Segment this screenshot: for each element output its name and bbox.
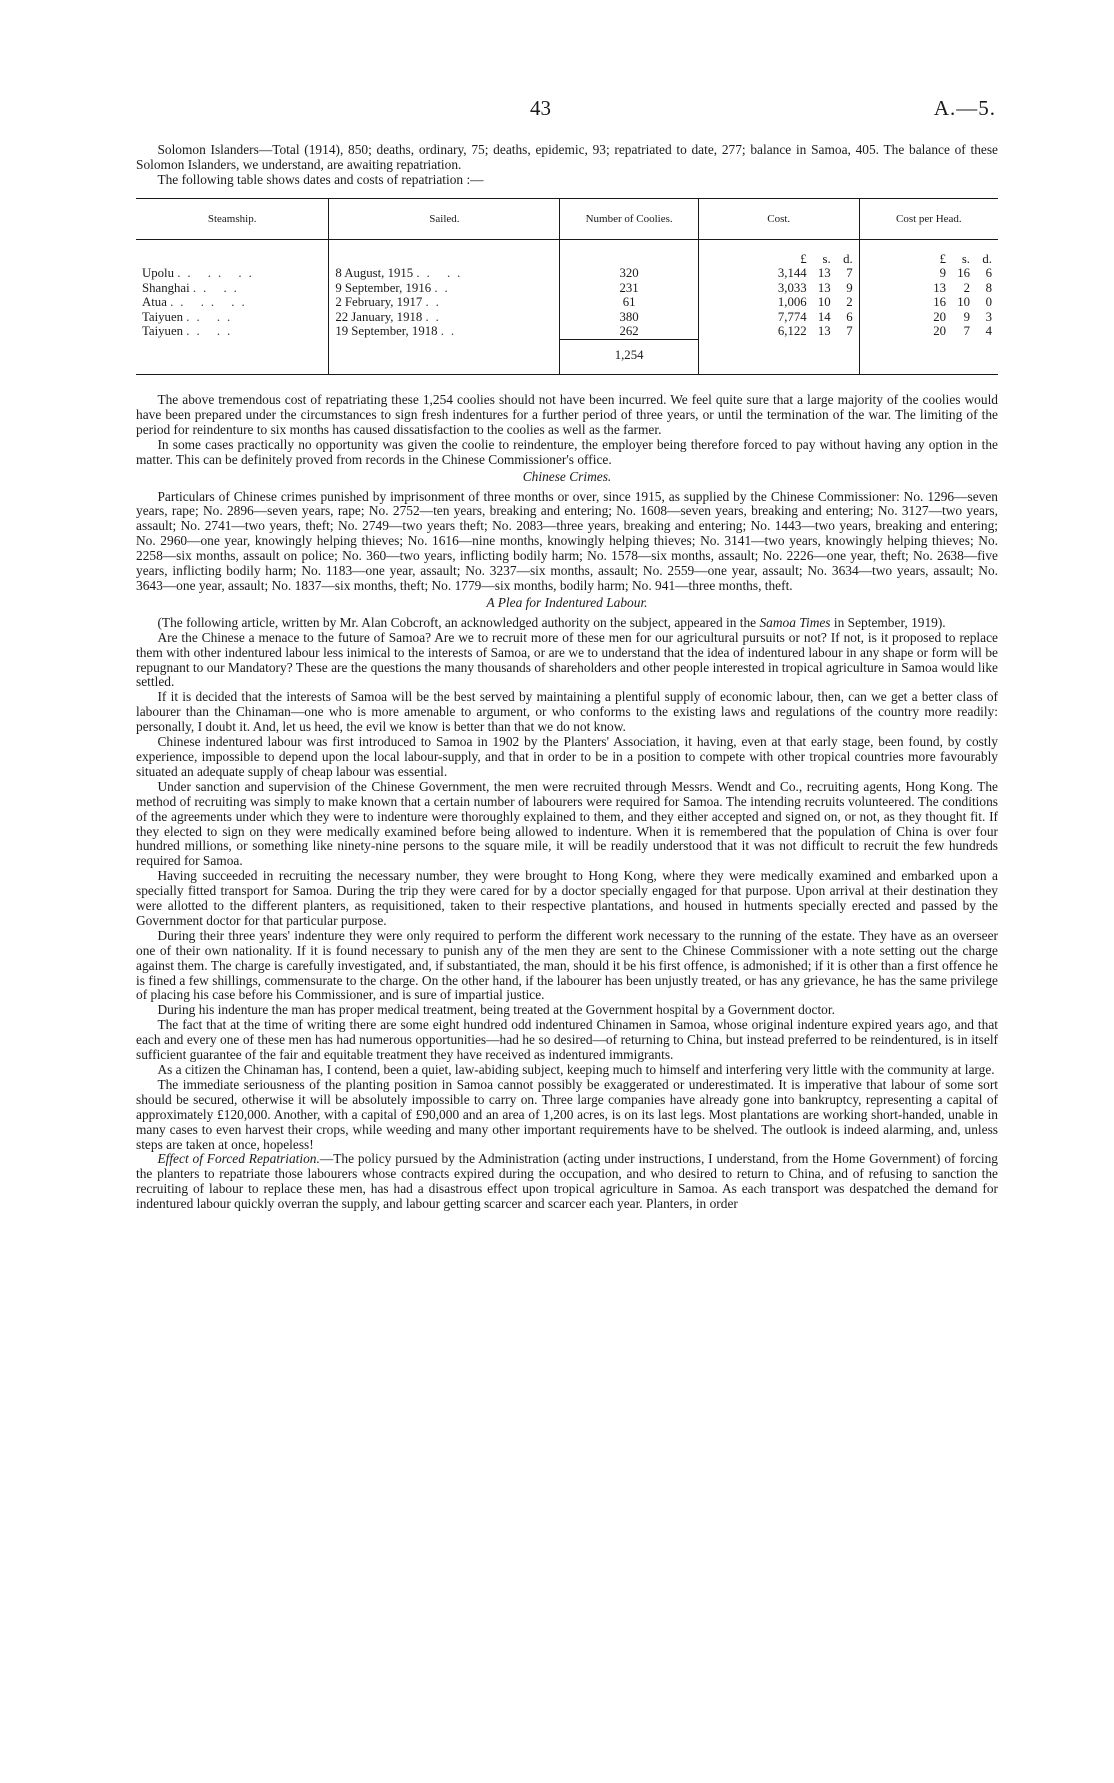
coolies-count: 380 <box>560 310 698 325</box>
cost-value: 7,774 14 6 <box>698 310 859 325</box>
table-row: Shanghai .. .. 9 September, 1916 .. 231 3,033 13 9 13 2 8 <box>136 281 998 296</box>
cost-value: 6,122 13 7 <box>698 324 859 339</box>
article-paragraph: Are the Chinese a menace to the future of Samoa? Are we to recruit more of these men for our agricultural pursuits or not? If not, is it proposed to replace them with other indentured labour less inimical to the interests of Samoa, or are we to understand that the idea of indentured labour in any shape or form will be repugnant to our Mandatory? These are the questions the many thousands of shareholders and other people interested in tropical agriculture in Samoa would like settled. <box>136 629 998 690</box>
total-coolies: 1,254 <box>560 339 698 375</box>
repatriation-table <box>136 198 998 375</box>
newspaper-title: Samoa Times <box>759 614 831 630</box>
steamship-name: Atua <box>142 295 167 310</box>
article-paragraph: Under sanction and supervision of the Chinese Government, the men were recruited through Messrs. Wendt and Co., recruiting agents, Hong Kong. The method of recruiting was simply to make known that a certain number of labourers were required for Samoa. The intending recruits volunteered. The conditions of the agreements under which they were to indenture were thoroughly explained to them, and they either accepted and signed on, or not, as they thought fit. If they elected to sign on they were medically examined before being allowed to indenture. When it is remembered that the population of China is over four hundred millions, or something like ninety-nine persons to the square mile, it will be readily understood that it was not difficult to recruit the few hundreds required for Samoa. <box>136 778 998 869</box>
cost-commentary-paragraph: The above tremendous cost of repatriating these 1,254 coolies should not have been incurred. We feel quite sure that a large majority of the coolies would have been prepared under the circumstances to sign fresh indentures for a further period of three years, or until the termination of the war. The limiting of the period for reindenture to six months has caused dissatisfaction to the coolies as well as the farmer. <box>136 392 998 437</box>
per-head-value: 16 10 0 <box>859 295 998 310</box>
header-steamship: Steamship. <box>136 198 329 239</box>
article-paragraph: Having succeeded in recruiting the necessary number, they were brought to Hong Kong, where they were medically examined and embarked upon a specially fitted transport for Samoa. During the trip they were cared for by a doctor specially engaged for that purpose. Upon arrival at their destination they were allotted to the different planters, as requisitioned, taken to their respective plantations, and housed in hutments specially erected and passed by the Government doctor for that particular purpose. <box>136 868 998 928</box>
article-paragraph: The fact that at the time of writing there are some eight hundred odd indentured Chinamen in Samoa, whose original indenture expired years ago, and that each and every one of these men has had numerous opportunities—had he so desired—of returning to China, but instead preferred to be reindentured, is in itself sufficient guarantee of the fair and equitable treatment they have received as indentured immigrants. <box>136 1017 998 1063</box>
forced-repatriation-lead: Effect of Forced Repatriation. <box>157 1151 320 1167</box>
table-row: Taiyuen .. .. 19 September, 1918 .. 262 6,122 13 7 20 7 4 <box>136 324 998 339</box>
page-header <box>0 96 1114 126</box>
chinese-crimes-heading: Chinese Crimes. <box>522 468 612 484</box>
sailed-date: 22 January, 1918 <box>335 309 423 324</box>
sailed-date: 9 September, 1916 <box>335 280 432 295</box>
table-row: Atua .. .. .. 2 February, 1917 .. 61 1,006 10 2 16 10 0 <box>136 295 998 310</box>
steamship-name: Upolu <box>142 266 174 281</box>
per-head-value: 20 7 4 <box>859 324 998 339</box>
coolies-count: 231 <box>560 281 698 296</box>
coolies-count: 262 <box>560 324 698 339</box>
cost-value: 1,006 10 2 <box>698 295 859 310</box>
article-paragraph: Chinese indentured labour was first introduced to Samoa in 1902 by the Planters' Association, it having, even at that early stage, been found, by costly experience, impossible to depend upon the local labour-supply, and that in order to be in a position to compete with other tropical countries more favourably situated an adequate supply of cheap labour was essential. <box>136 734 998 779</box>
page-body <box>136 143 998 1212</box>
coolies-count: 61 <box>560 295 698 310</box>
steamship-name: Taiyuen <box>142 324 184 339</box>
header-sailed: Sailed. <box>329 198 560 239</box>
cost-units: £ s. d. <box>698 250 859 267</box>
sailed-date: 8 August, 1915 <box>335 266 414 281</box>
plea-heading: A Plea for Indentured Labour. <box>486 594 648 610</box>
document-reference: A.—5. <box>933 96 996 120</box>
solomon-islanders-paragraph: Solomon Islanders—Total (1914), 850; deaths, ordinary, 75; deaths, epidemic, 93; repatriated to date, 277; balance in Samoa, 405. The balance of these Solomon Islanders, we understand, are awaiting repatriation. <box>136 142 998 172</box>
per-head-value: 20 9 3 <box>859 310 998 325</box>
cost-value: 3,033 13 9 <box>698 281 859 296</box>
per-head-value: 13 2 8 <box>859 281 998 296</box>
sailed-date: 2 February, 1917 <box>335 295 423 310</box>
steamship-name: Shanghai <box>142 280 190 295</box>
article-paragraph: During their three years' indenture they were only required to perform the different work necessary to the running of the estate. They have as an overseer one of their own nationality. If it is found necessary to punish any of the men they are sent to the Chinese Commissioner with a note setting out the charge against them. The charge is carefully investigated, and, if substantiated, the man, should it be his first offence, is admonished; if it is other than a first offence he is fined a few shillings, commensurate to the charge. On the other hand, if the labourer has been unjustly treated, or has any grievance, he has the same privilege of placing his case before his Commissioner, and is sure of impartial justice. <box>136 927 998 1003</box>
table-intro-paragraph: The following table shows dates and costs of repatriation :— <box>157 171 484 187</box>
per-head-units: £ s. d. <box>859 250 998 267</box>
steamship-name: Taiyuen <box>142 309 184 324</box>
article-paragraph: During his indenture the man has proper medical treatment, being treated at the Government hospital by a Government doctor. <box>157 1002 835 1018</box>
article-paragraph: The immediate seriousness of the planting position in Samoa cannot possibly be exaggerated or underestimated. It is imperative that labour of some sort should be secured, otherwise it will be absolutely impossible to carry on. Three large companies have already gone into bankruptcy, representing a capital of approximately £120,000. Another, with a capital of £90,000 and an area of 1,200 acres, is on its last legs. Most plantations are working short-handed, unable in many cases to even harvest their crops, while weeding and many other important requirements have to be shelved. The outlook is indeed alarming, and, unless steps are taken at once, hopeless! <box>136 1076 998 1152</box>
table-units-row <box>136 250 998 267</box>
table-spacer-row <box>136 239 998 250</box>
header-cost: Cost. <box>698 198 859 239</box>
page-number: 43 <box>530 96 551 120</box>
header-cost-per-head: Cost per Head. <box>859 198 998 239</box>
chinese-crimes-paragraph: Particulars of Chinese crimes punished by imprisonment of three months or over, since 1915, as supplied by the Chinese Commissioner: No. 1296—seven years, rape; No. 2896—seven years, rape; No. 2752—ten years, breaking and entering; No. 1608—seven years, breaking and entering; No. 3127—two years, assault; No. 2741—two years, theft; No. 2749—two years theft; No. 2083—three years, breaking and entering; No. 1443—two years, breaking and entering; No. 2960—one year, knowingly helping thieves; No. 1616—nine months, knowingly helping thieves; No. 3141—two years, knowingly helping thieves; No. 2258—six months, assault on police; No. 360—two years, inflicting bodily harm; No. 1578—six months, assault; No. 2226—one year, theft; No. 2638—five years, inflicting bodily harm; No. 1183—one year, assault; No. 3237—six months, assault; No. 2559—one year, assault; No. 3634—two years, assault; No. 3643—one year, assault; No. 1837—six months, theft; No. 1779—six months, bodily harm; No. 941—three months, theft. <box>136 488 998 593</box>
article-paragraph: If it is decided that the interests of Samoa will be the best served by maintaining a plentiful supply of economic labour, then, can we get a better class of labourer than the Chinaman—one who is more amenable to argument, or who conforms to the existing laws and regulations of the country more readily: personally, I doubt it. And, let us heed, the evil we know is better than that we do not know. <box>136 689 998 735</box>
cost-value: 3,144 13 7 <box>698 266 859 281</box>
reindenture-paragraph: In some cases practically no opportunity was given the coolie to reindenture, the employer being therefore forced to pay without having any option in the matter. This can be definitely proved from records in the Chinese Commissioner's office. <box>136 436 998 467</box>
table-row: Taiyuen .. .. 22 January, 1918 .. 380 7,774 14 6 20 9 3 <box>136 310 998 325</box>
article-paragraph: As a citizen the Chinaman has, I contend, been a quiet, law-abiding subject, keeping much to himself and interfering very little with the community at large. <box>157 1062 995 1077</box>
table-header-row <box>136 198 998 239</box>
sailed-date: 19 September, 1918 <box>335 324 438 339</box>
table-total-row <box>136 339 998 375</box>
per-head-value: 9 16 6 <box>859 266 998 281</box>
plea-intro-paragraph: (The following article, written by Mr. Alan Cobcroft, an acknowledged authority on the subject, appeared in the Samoa Times in September, 1919). <box>157 614 946 630</box>
table-row: Upolu .. .. .. 8 August, 1915 .. .. 320 3,144 13 7 9 16 6 <box>136 266 998 281</box>
coolies-count: 320 <box>560 266 698 281</box>
header-number-of-coolies: Number of Coolies. <box>560 198 698 239</box>
forced-repatriation-paragraph: Effect of Forced Repatriation.—The policy pursued by the Administration (acting under instructions, I understand, from the Home Government) of forcing the planters to repatriate those labourers whose contracts expired during the occupation, and who desired to return to China, and of refusing to sanction the recruiting of labour to replace these men, has had a disastrous effect upon tropical agriculture in Samoa. As each transport was despatched the demand for indentured labour quickly overran the supply, and labour getting scarcer and scarcer each year. Planters, in order <box>136 1151 998 1212</box>
